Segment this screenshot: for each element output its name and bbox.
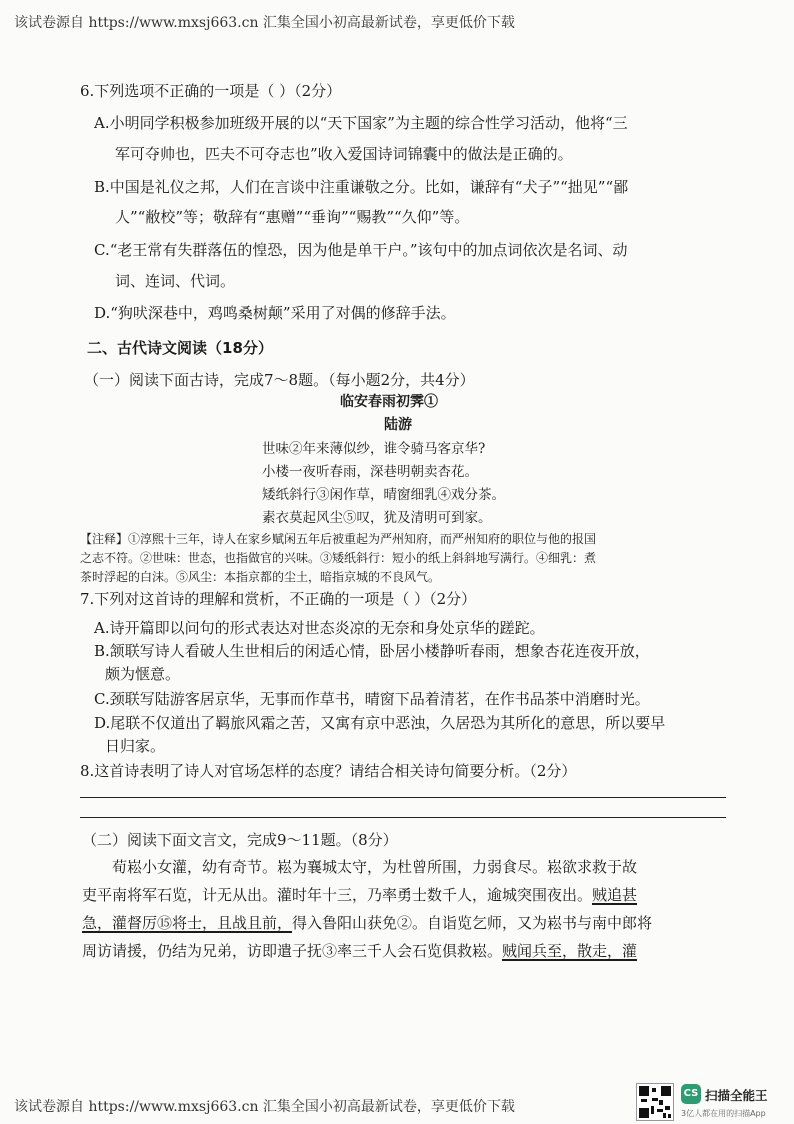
q7-option-d-line1: D.尾联不仅道出了羁旅风霜之苦，又寓有京中恶浊，久居恐为其所化的意思，所以要早 — [94, 714, 666, 732]
poem-line-4: 素衣莫起风尘⑤叹，犹及清明可到家。 — [262, 510, 492, 526]
poem-notes-line-2: 之志不符。②世味：世态，也指做官的兴味。③矮纸斜行：短小的纸上斜斜地写满行。④细乳：煮 — [80, 551, 597, 565]
poem-author: 陆游 — [384, 417, 412, 433]
q6-option-c-line2: 词、连词、代词。 — [115, 272, 236, 290]
prose-line-2-underlined: 贼追甚 — [592, 886, 638, 904]
poem-notes-line-3: 茶时浮起的白沫。⑤风尘：本指京都的尘土，暗指京城的不良风气。 — [80, 570, 441, 584]
prose-line-1: 荀崧小女灌，幼有奇节。崧为襄城太守，为杜曾所围，力弱食尽。崧欲求救于故 — [112, 858, 638, 876]
question-7-stem: 7.下列对这首诗的理解和赏析，不正确的一项是（ ）（2分） — [80, 590, 477, 608]
poem-line-1: 世味②年来薄似纱，谁令骑马客京华? — [262, 441, 486, 457]
q7-option-c: C.颈联写陆游客居京华，无事而作草书，晴窗下品着清茗，在作书品茶中消磨时光。 — [94, 690, 650, 708]
q6-option-d: D.“狗吠深巷中，鸡鸣桑树颠”采用了对偶的修辞手法。 — [94, 304, 456, 322]
q6-option-a-line1: A.小明同学积极参加班级开展的以“天下国家”为主题的综合性学习活动，他将“三 — [94, 114, 628, 132]
q7-option-d-line2: 日归家。 — [105, 737, 166, 755]
q7-option-b-line2: 颇为惬意。 — [105, 665, 181, 683]
poem-line-2: 小楼一夜听春雨，深巷明朝卖杏花。 — [262, 464, 478, 480]
part-2-instruction: （二）阅读下面文言文，完成9～11题。（8分） — [82, 831, 398, 849]
camscanner-logo-icon: CS — [681, 1084, 701, 1104]
source-banner-top: 该试卷源自 https://www.mxsj663.cn 汇集全国小初高最新试卷，享更低价下载 — [14, 15, 515, 31]
poem-notes-line-1: 【注释】①淳熙十三年，诗人在家乡赋闲五年后被重起为严州知府，而严州知府的职位与他的报国 — [80, 532, 597, 546]
poem-line-3: 矮纸斜行③闲作草，晴窗细乳④戏分茶。 — [262, 487, 505, 503]
part-1-instruction: （一）阅读下面古诗，完成7～8题。（每小题2分，共4分） — [84, 371, 475, 389]
section-heading: 二、古代诗文阅读（18分） — [87, 339, 273, 357]
camscanner-tagline: 3亿人都在用的扫描App — [681, 1109, 766, 1118]
poem-title: 临安春雨初霁① — [340, 394, 438, 410]
answer-line-1 — [80, 797, 726, 798]
prose-line-4-underlined: 贼闻兵至，散走，灌 — [502, 942, 638, 960]
prose-line-4-text: 周访请援，仍结为兄弟，访即遣子抚③率三千人会石览俱救崧。 — [82, 942, 503, 960]
prose-line-2-text: 吏平南将军石览，计无从出。灌时年十三，乃率勇士数千人，逾城突围夜出。 — [82, 886, 593, 904]
question-6-stem: 6.下列选项不正确的一项是（ ）（2分） — [80, 82, 342, 100]
q7-option-a: A.诗开篇即以问句的形式表达对世态炎凉的无奈和身处京华的蹉跎。 — [94, 619, 545, 637]
q6-option-c-line1: C.“老王常有失群落伍的惶恐，因为他是单干户。”该句中的加点词依次是名词、动 — [94, 241, 628, 259]
source-banner-bottom: 该试卷源自 https://www.mxsj663.cn 汇集全国小初高最新试卷，享更低价下载 — [14, 1099, 515, 1115]
prose-line-3-underlined: 急，灌督厉⑮将士，且战且前， — [82, 914, 293, 932]
qr-code — [636, 1083, 674, 1121]
q7-option-b-line1: B.颔联写诗人看破人生世相后的闲适心情，卧居小楼静听春雨，想象杏花连夜开放， — [94, 642, 650, 660]
prose-line-3 — [82, 912, 652, 933]
question-8-stem: 8.这首诗表明了诗人对官场怎样的态度？请结合相关诗句简要分析。（2分） — [80, 762, 577, 780]
q6-option-b-line2: 人”“敝校”等；敬辞有“惠赠”“垂询”“赐教”“久仰”等。 — [115, 208, 470, 226]
prose-line-4 — [82, 940, 637, 961]
q6-option-a-line2: 军可夺帅也，匹夫不可夺志也”收入爱国诗词锦囊中的做法是正确的。 — [115, 145, 573, 163]
prose-line-2 — [82, 884, 637, 905]
camscanner-name: 扫描全能王 — [705, 1088, 768, 1103]
q6-option-b-line1: B.中国是礼仪之邦，人们在言谈中注重谦敬之分。比如，谦辞有“犬子”“拙见”“鄙 — [94, 178, 629, 196]
prose-line-3-text: 得入鲁阳山获免②。自诣览乞师，又为崧书与南中郎将 — [292, 914, 653, 932]
answer-line-2 — [80, 817, 726, 818]
